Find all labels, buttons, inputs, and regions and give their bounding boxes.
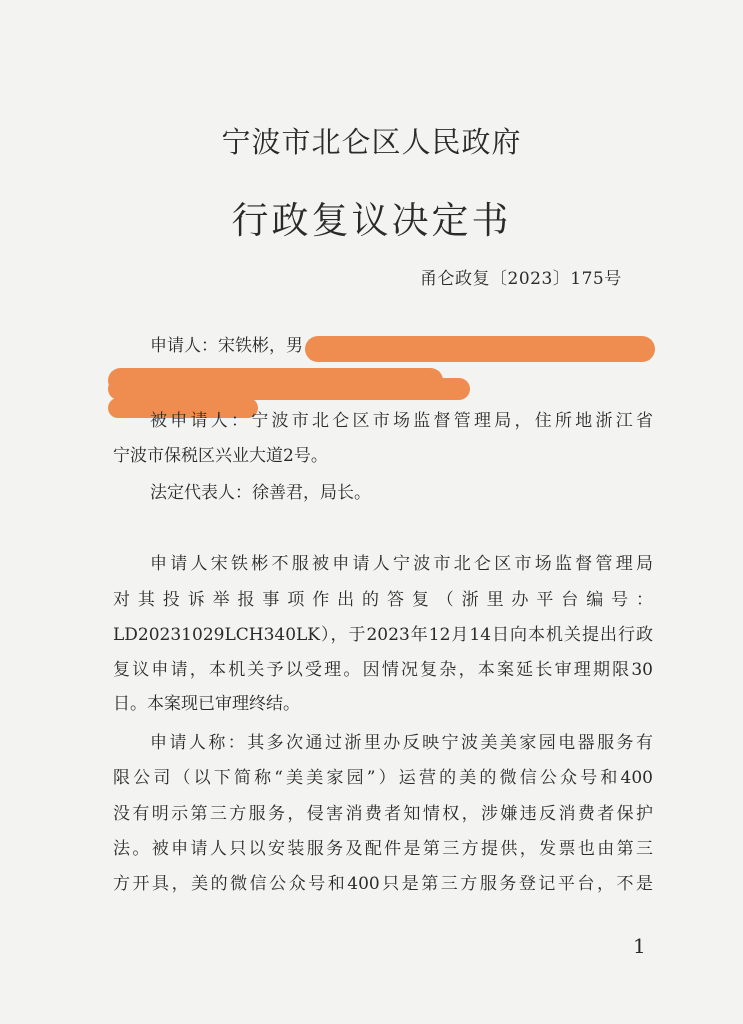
redaction-mark bbox=[108, 378, 470, 400]
respondent-line-2: 宁波市保税区兴业大道2号。 bbox=[113, 446, 328, 466]
paragraph-1-line: 日。本案现已审理终结。 bbox=[113, 694, 300, 714]
paragraph-1-line: 对其投诉举报事项作出的答复（浙里办平台编号： bbox=[113, 590, 653, 610]
paragraph-2-line: 没有明示第三方服务，侵害消费者知情权，涉嫌违反消费者保护 bbox=[113, 804, 653, 824]
paragraph-1-line: LD20231029LCH340LK），于2023年12月14日向本机关提出行政 bbox=[113, 625, 653, 645]
respondent-line-1: 被申请人：宁波市北仑区市场监督管理局，住所地浙江省 bbox=[150, 411, 653, 431]
paragraph-2-line: 方开具，美的微信公众号和400只是第三方服务登记平台，不是 bbox=[113, 874, 653, 894]
page-number: 1 bbox=[633, 934, 646, 958]
paragraph-2-line: 申请人称：其多次通过浙里办反映宁波美美家园电器服务有 bbox=[150, 733, 653, 753]
paragraph-2-line: 限公司（以下简称“美美家园”）运营的美的微信公众号和400 bbox=[113, 768, 653, 788]
paragraph-1-line: 申请人宋铁彬不服被申请人宁波市北仑区市场监督管理局 bbox=[150, 554, 653, 574]
document-number: 甬仑政复〔2023〕175号 bbox=[420, 269, 622, 289]
applicant-line: 申请人：宋铁彬，男 bbox=[150, 336, 303, 356]
document-title: 行政复议决定书 bbox=[231, 199, 512, 242]
redaction-mark bbox=[305, 336, 655, 362]
paragraph-2-line: 法。被申请人只以安装服务及配件是第三方提供，发票也由第三 bbox=[113, 839, 653, 859]
paragraph-1-line: 复议申请，本机关予以受理。因情况复杂，本案延长审理期限30 bbox=[113, 660, 653, 680]
legal-representative: 法定代表人：徐善君，局长。 bbox=[150, 483, 371, 503]
issuing-organization: 宁波市北仑区人民政府 bbox=[221, 125, 522, 159]
